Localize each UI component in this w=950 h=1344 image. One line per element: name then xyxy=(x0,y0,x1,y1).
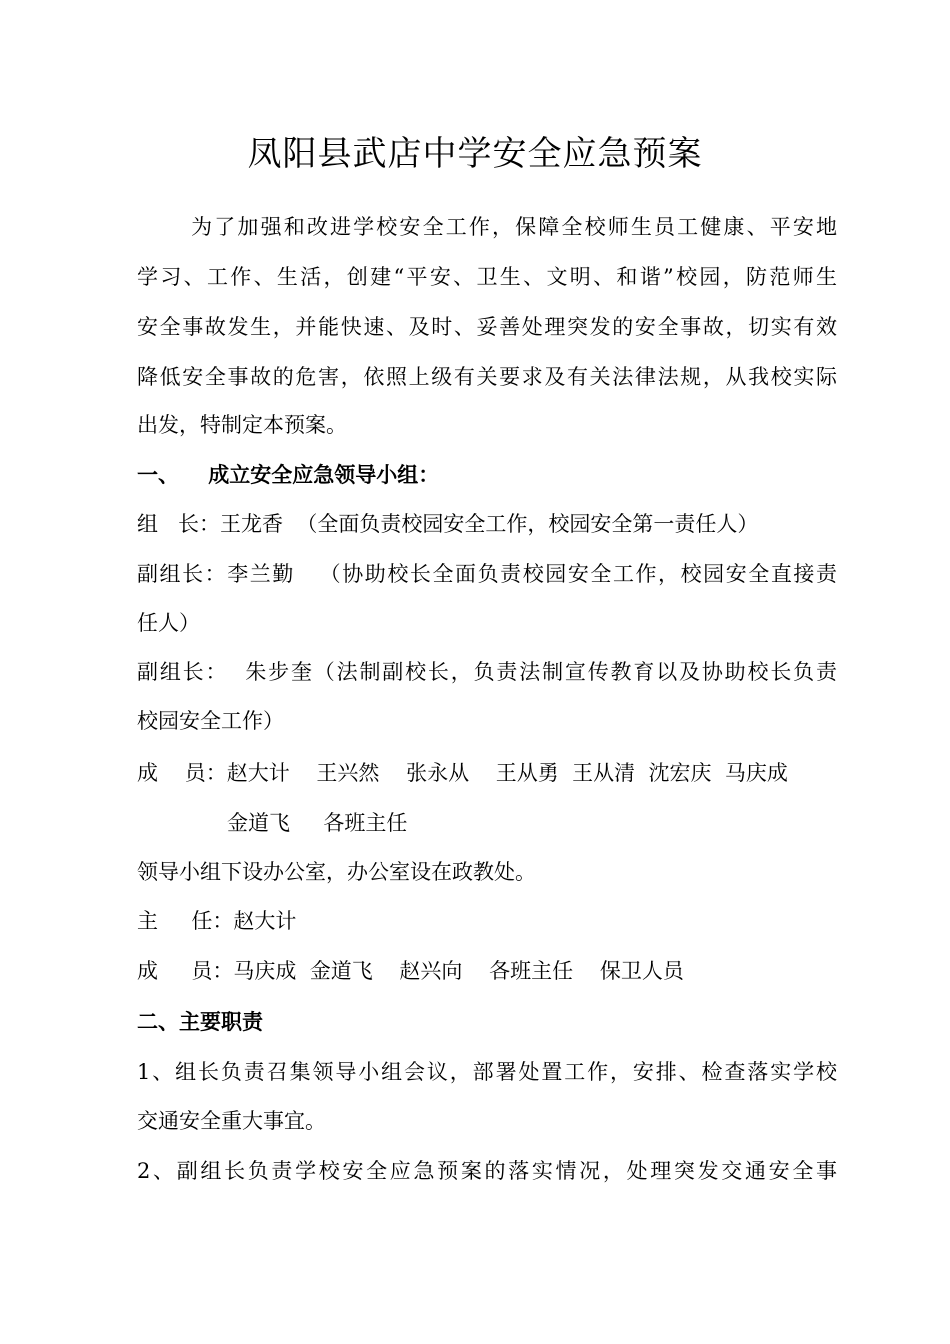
section-2-heading: 二、主要职责 xyxy=(137,1010,263,1034)
members-line: 成 员：赵大计 王兴然 张永从 王从勇 王从清 沈宏庆 马庆成 xyxy=(137,761,788,785)
deputy-leader-line-2: 副组长： 朱步奎（法制副校长，负责法制宣传教育以及协助校长负责 xyxy=(137,660,837,684)
intro-line-1: 为了加强和改进学校安全工作，保障全校师生员工健康、平安地 xyxy=(189,215,837,239)
office-director-line: 主 任：赵大计 xyxy=(137,909,297,933)
deputy-leader-line-2-cont: 校园安全工作） xyxy=(137,709,284,733)
intro-line-5: 出发，特制定本预案。 xyxy=(137,413,347,437)
intro-line-4: 降低安全事故的危害，依照上级有关要求及有关法律法规，从我校实际 xyxy=(137,365,837,389)
deputy-leader-line-1-cont: 任人） xyxy=(137,611,200,635)
duty-1-line-1: 1、组长负责召集领导小组会议，部署处置工作，安排、检查落实学校 xyxy=(137,1060,837,1084)
members-line-cont: 金道飞 各班主任 xyxy=(227,811,408,835)
document-title: 凤阳县武店中学安全应急预案 xyxy=(247,134,703,174)
duty-2-line-1: 2、副组长负责学校安全应急预案的落实情况，处理突发交通安全事 xyxy=(137,1159,837,1183)
office-members-line: 成 员：马庆成 金道飞 赵兴向 各班主任 保卫人员 xyxy=(137,959,684,983)
office-line: 领导小组下设办公室，办公室设在政教处。 xyxy=(137,860,536,884)
intro-line-2: 学习、工作、生活，创建“平安、卫生、文明、和谐”校园，防范师生 xyxy=(137,265,837,289)
section-1-heading: 一、 成立安全应急领导小组： xyxy=(137,463,440,487)
intro-line-3: 安全事故发生，并能快速、及时、妥善处理突发的安全事故，切实有效 xyxy=(137,315,837,339)
deputy-leader-line-1: 副组长：李兰勤 （协助校长全面负责校园安全工作，校园安全直接责 xyxy=(137,562,837,586)
leader-line: 组 长：王龙香 （全面负责校园安全工作，校园安全第一责任人） xyxy=(137,512,759,536)
duty-1-line-2: 交通安全重大事宜。 xyxy=(137,1109,326,1133)
